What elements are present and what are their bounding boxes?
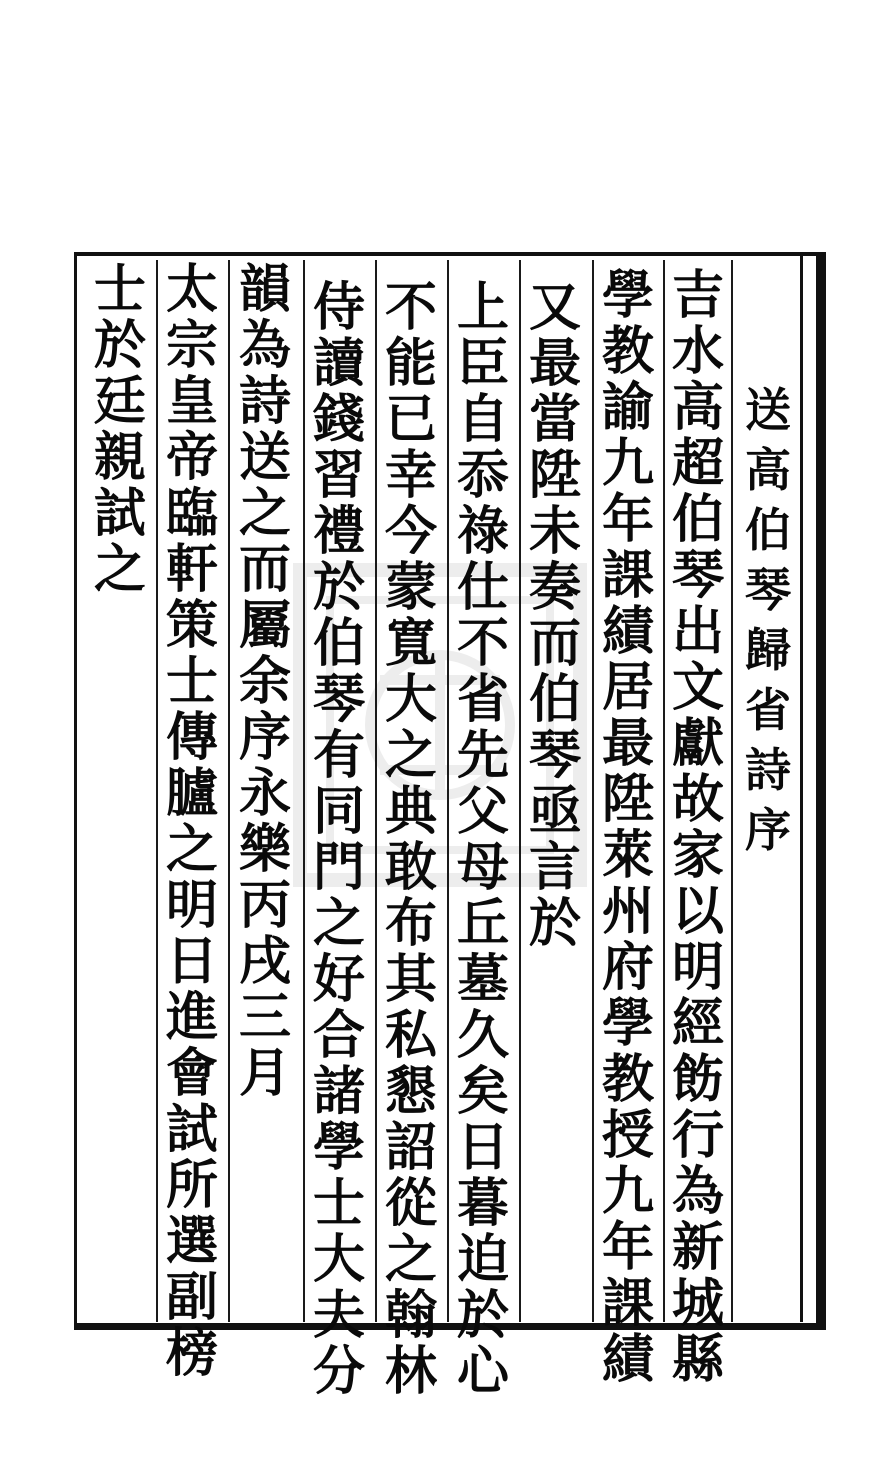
text-character: 典 xyxy=(384,781,437,842)
text-character: 教 xyxy=(601,1049,654,1110)
text-character: 授 xyxy=(601,1105,654,1166)
text-character: 永 xyxy=(238,763,291,824)
text-character: 皇 xyxy=(165,371,218,432)
text-character: 心 xyxy=(456,1341,509,1402)
column-rule xyxy=(447,260,449,1322)
text-character: 以 xyxy=(671,881,724,942)
column-rule xyxy=(519,260,521,1322)
column-rule xyxy=(731,260,733,1322)
text-column xyxy=(88,259,152,1322)
text-character: 城 xyxy=(671,1273,724,1334)
text-character: 歸 xyxy=(745,623,791,677)
text-character: 韻 xyxy=(238,259,291,320)
text-character: 先 xyxy=(456,725,509,786)
text-column xyxy=(160,259,224,1384)
text-character: 亟 xyxy=(528,781,581,842)
text-character: 試 xyxy=(165,1099,218,1160)
text-character: 詩 xyxy=(745,743,791,797)
text-character: 久 xyxy=(456,1005,509,1066)
text-character: 當 xyxy=(528,389,581,450)
text-character: 九 xyxy=(601,433,654,494)
text-character: 士 xyxy=(312,1173,365,1234)
text-character: 錢 xyxy=(312,389,365,450)
text-character: 而 xyxy=(528,613,581,674)
text-column xyxy=(233,259,297,1322)
text-character: 夫 xyxy=(312,1285,365,1346)
text-character: 丘 xyxy=(456,893,509,954)
text-character: 寬 xyxy=(384,613,437,674)
text-character: 母 xyxy=(456,837,509,898)
text-character: 而 xyxy=(238,539,291,600)
text-character: 序 xyxy=(238,707,291,768)
text-character: 其 xyxy=(384,949,437,1010)
text-character: 詔 xyxy=(384,1117,437,1178)
text-character: 祿 xyxy=(456,501,509,562)
text-character: 又 xyxy=(528,277,581,338)
text-character: 奏 xyxy=(528,557,581,618)
text-character: 行 xyxy=(671,1105,724,1166)
text-character: 士 xyxy=(93,259,146,320)
text-character: 送 xyxy=(238,427,291,488)
text-column xyxy=(379,277,443,1402)
text-character: 課 xyxy=(601,1273,654,1334)
text-character: 廷 xyxy=(93,371,146,432)
text-character: 之 xyxy=(93,539,146,600)
text-character: 習 xyxy=(312,445,365,506)
text-character: 居 xyxy=(601,657,654,718)
text-character: 伯 xyxy=(528,669,581,730)
text-character: 學 xyxy=(601,265,654,326)
text-character: 同 xyxy=(312,781,365,842)
text-character: 禮 xyxy=(312,501,365,562)
column-rule xyxy=(592,260,594,1322)
text-character: 最 xyxy=(528,333,581,394)
text-character: 仕 xyxy=(456,557,509,618)
text-character: 序 xyxy=(745,803,791,857)
text-character: 年 xyxy=(601,1217,654,1278)
text-character: 諸 xyxy=(312,1061,365,1122)
text-character: 上 xyxy=(456,277,509,338)
text-character: 琴 xyxy=(528,725,581,786)
column-rule xyxy=(156,260,158,1322)
text-column xyxy=(666,265,730,1390)
text-character: 讀 xyxy=(312,333,365,394)
text-character: 高 xyxy=(745,443,791,497)
text-character: 臚 xyxy=(165,763,218,824)
text-character: 能 xyxy=(384,333,437,394)
text-character: 蒙 xyxy=(384,557,437,618)
text-character: 琴 xyxy=(671,545,724,606)
text-character: 樂 xyxy=(238,819,291,880)
text-character: 之 xyxy=(384,725,437,786)
text-character: 門 xyxy=(312,837,365,898)
text-character: 今 xyxy=(384,501,437,562)
text-character: 伯 xyxy=(312,613,365,674)
text-character: 於 xyxy=(456,1285,509,1346)
text-character: 副 xyxy=(165,1267,218,1328)
text-column xyxy=(523,277,587,1340)
column-rule xyxy=(228,260,230,1322)
text-character: 於 xyxy=(93,315,146,376)
text-character: 明 xyxy=(671,937,724,998)
text-character: 會 xyxy=(165,1043,218,1104)
text-character: 大 xyxy=(312,1229,365,1290)
text-character: 私 xyxy=(384,1005,437,1066)
text-character: 未 xyxy=(528,501,581,562)
text-character: 新 xyxy=(671,1217,724,1278)
frame-inner-rule xyxy=(800,256,803,1322)
text-character: 獻 xyxy=(671,713,724,774)
text-character: 侍 xyxy=(312,277,365,338)
text-character: 敢 xyxy=(384,837,437,898)
text-character: 為 xyxy=(671,1161,724,1222)
text-character: 學 xyxy=(312,1117,365,1178)
text-character: 為 xyxy=(238,315,291,376)
text-character: 伯 xyxy=(745,503,791,557)
text-character: 月 xyxy=(238,1043,291,1104)
text-character: 帝 xyxy=(165,427,218,488)
text-character: 於 xyxy=(312,557,365,618)
text-character: 幸 xyxy=(384,445,437,506)
text-character: 不 xyxy=(456,613,509,674)
text-character: 戌 xyxy=(238,931,291,992)
text-character: 諭 xyxy=(601,377,654,438)
text-character: 布 xyxy=(384,893,437,954)
text-column-title xyxy=(736,380,800,1440)
text-character: 之 xyxy=(238,483,291,544)
text-character: 琴 xyxy=(745,563,791,617)
text-character: 親 xyxy=(93,427,146,488)
text-character: 出 xyxy=(671,601,724,662)
text-character: 墓 xyxy=(456,949,509,1010)
text-character: 父 xyxy=(456,781,509,842)
text-character: 日 xyxy=(165,931,218,992)
text-character: 榜 xyxy=(165,1323,218,1384)
text-character: 省 xyxy=(456,669,509,730)
text-character: 丙 xyxy=(238,875,291,936)
text-character: 好 xyxy=(312,949,365,1010)
text-character: 年 xyxy=(601,489,654,550)
text-character: 試 xyxy=(93,483,146,544)
text-character: 學 xyxy=(601,993,654,1054)
text-character: 績 xyxy=(601,1329,654,1390)
text-character: 之 xyxy=(165,819,218,880)
text-character: 詩 xyxy=(238,371,291,432)
text-character: 屬 xyxy=(238,595,291,656)
column-rule xyxy=(663,260,665,1322)
text-character: 已 xyxy=(384,389,437,450)
text-character: 之 xyxy=(384,1229,437,1290)
text-column xyxy=(307,277,371,1402)
text-character: 暮 xyxy=(456,1173,509,1234)
text-character: 宗 xyxy=(165,315,218,376)
text-character: 進 xyxy=(165,987,218,1048)
text-character: 府 xyxy=(601,937,654,998)
text-character: 策 xyxy=(165,595,218,656)
text-character: 臨 xyxy=(165,483,218,544)
text-character: 九 xyxy=(601,1161,654,1222)
text-character: 萊 xyxy=(601,825,654,886)
column-rule xyxy=(303,260,305,1322)
text-character: 送 xyxy=(745,383,791,437)
text-character: 最 xyxy=(601,713,654,774)
text-character: 忝 xyxy=(456,445,509,506)
text-character: 飭 xyxy=(671,1049,724,1110)
text-character: 績 xyxy=(601,601,654,662)
text-character: 所 xyxy=(165,1155,218,1216)
text-character: 傳 xyxy=(165,707,218,768)
text-character: 不 xyxy=(384,277,437,338)
text-character: 縣 xyxy=(671,1329,724,1390)
text-character: 士 xyxy=(165,651,218,712)
text-character: 大 xyxy=(384,669,437,730)
text-character: 懇 xyxy=(384,1061,437,1122)
text-character: 言 xyxy=(528,837,581,898)
text-character: 伯 xyxy=(671,489,724,550)
text-character: 三 xyxy=(238,987,291,1048)
column-rule xyxy=(375,260,377,1322)
text-character: 選 xyxy=(165,1211,218,1272)
text-character: 課 xyxy=(601,545,654,606)
text-character: 文 xyxy=(671,657,724,718)
text-character: 余 xyxy=(238,651,291,712)
text-character: 有 xyxy=(312,725,365,786)
text-character: 軒 xyxy=(165,539,218,600)
text-character: 陞 xyxy=(528,445,581,506)
text-character: 從 xyxy=(384,1173,437,1234)
text-character: 日 xyxy=(456,1117,509,1178)
text-character: 合 xyxy=(312,1005,365,1066)
text-character: 明 xyxy=(165,875,218,936)
text-character: 經 xyxy=(671,993,724,1054)
text-character: 故 xyxy=(671,769,724,830)
text-character: 迫 xyxy=(456,1229,509,1290)
text-character: 矣 xyxy=(456,1061,509,1122)
text-character: 自 xyxy=(456,389,509,450)
text-character: 於 xyxy=(528,893,581,954)
text-character: 水 xyxy=(671,321,724,382)
text-character: 教 xyxy=(601,321,654,382)
text-character: 臣 xyxy=(456,333,509,394)
text-character: 州 xyxy=(601,881,654,942)
text-character: 之 xyxy=(312,893,365,954)
text-character: 高 xyxy=(671,377,724,438)
text-character: 陞 xyxy=(601,769,654,830)
text-column xyxy=(596,265,660,1390)
text-column xyxy=(451,277,515,1402)
text-character: 林 xyxy=(384,1341,437,1402)
text-character: 翰 xyxy=(384,1285,437,1346)
text-character: 太 xyxy=(165,259,218,320)
text-character: 分 xyxy=(312,1341,365,1402)
text-character: 琴 xyxy=(312,669,365,730)
text-character: 吉 xyxy=(671,265,724,326)
text-character: 省 xyxy=(745,683,791,737)
text-character: 超 xyxy=(671,433,724,494)
text-character: 家 xyxy=(671,825,724,886)
